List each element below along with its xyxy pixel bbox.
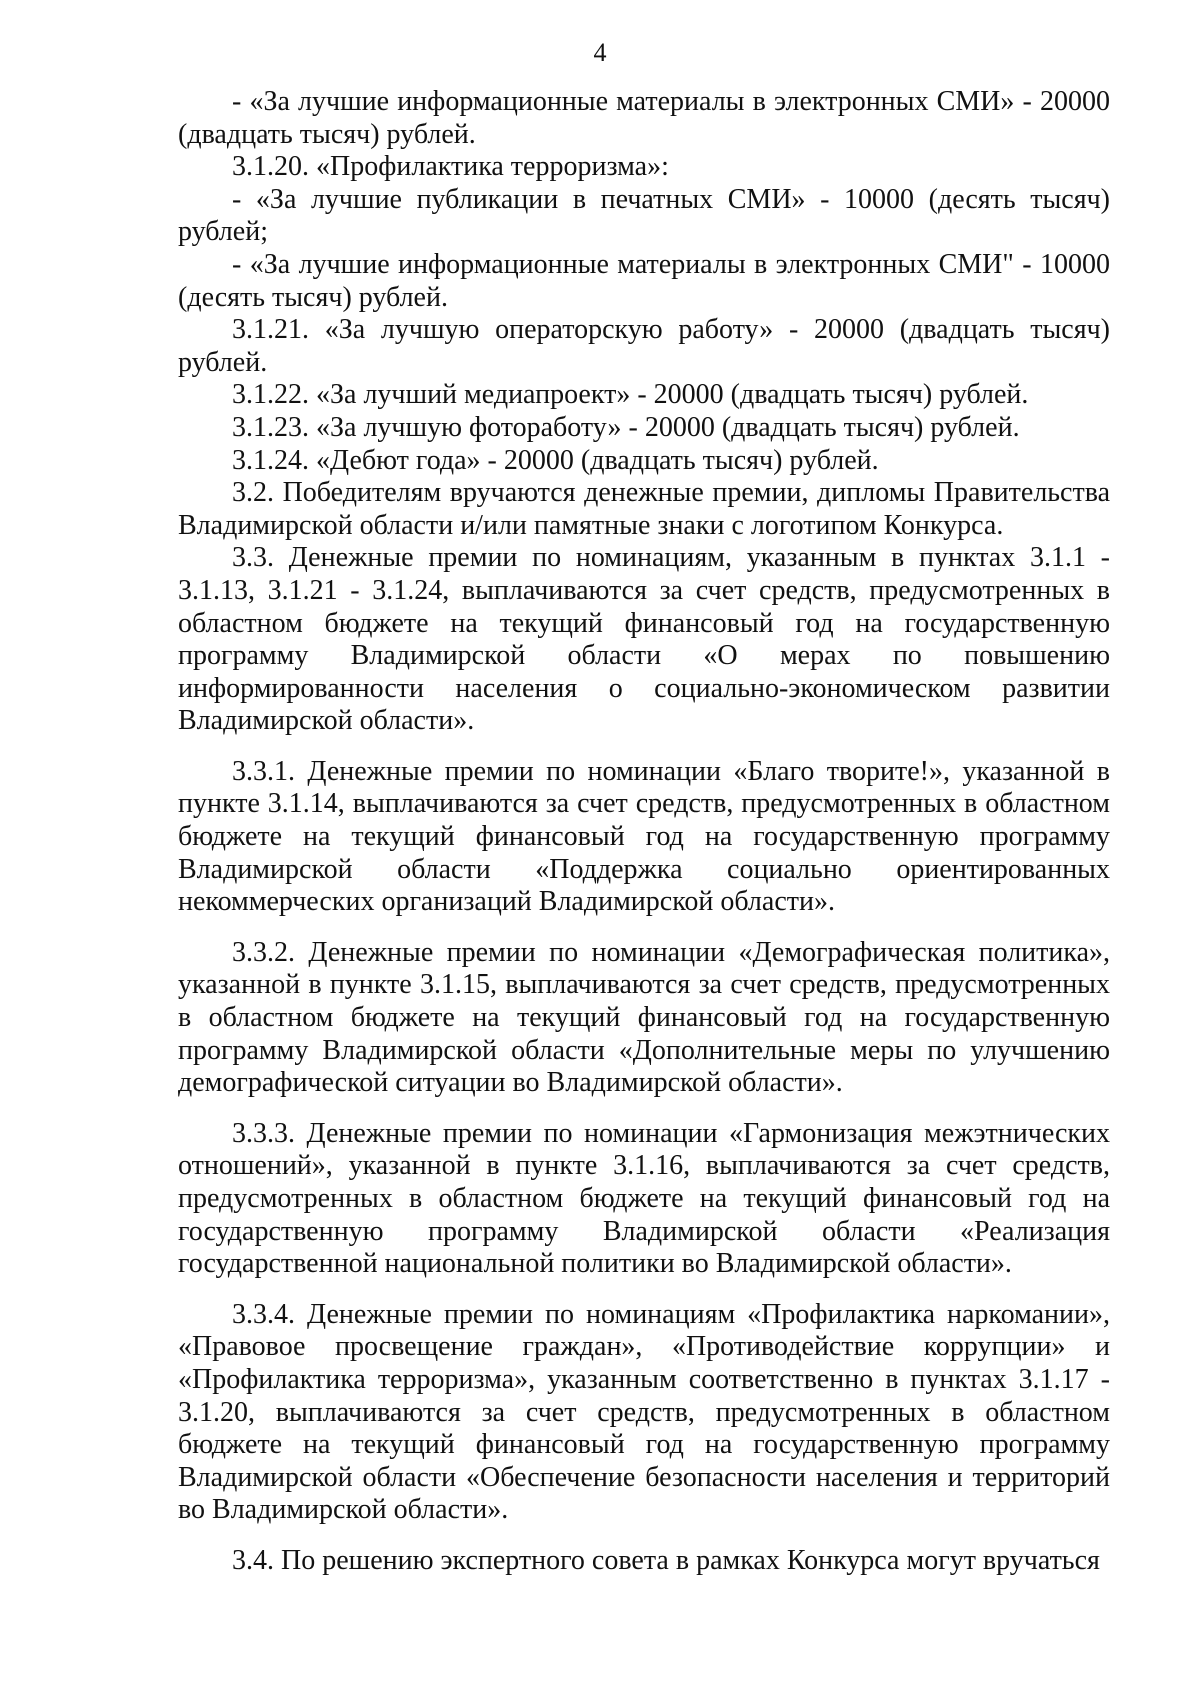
paragraph-3-1-23: 3.1.23. «За лучшую фотоработу» - 20000 (двадцать тысяч) рублей. [232, 411, 1020, 443]
paragraph-3-3-2: 3.3.2. Денежные премии по номинации «Демографическая политика», указанной в пункте 3.1.15, выплачиваются за счет средств, предусмотренных в областном бюджете на текущий финансовый год на государственную программу Владимирской области «Дополнительные меры по улучшению демографической ситуации во Владимирской области». [178, 936, 1110, 1099]
paragraph-print-media-10000: - «За лучшие публикации в печатных СМИ» - 10000 (десять тысяч) рублей; [178, 183, 1110, 248]
paragraph-3-4: 3.4. По решению экспертного совета в рамках Конкурса могут вручаться [232, 1544, 1100, 1576]
paragraph-electronic-media-10000: - «За лучшие информационные материалы в электронных СМИ" - 10000 (десять тысяч) рублей. [178, 248, 1110, 313]
paragraph-3-1-24: 3.1.24. «Дебют года» - 20000 (двадцать тысяч) рублей. [232, 444, 879, 476]
document-body [178, 86, 1110, 1578]
paragraph-electronic-media-20000: - «За лучшие информационные материалы в электронных СМИ» - 20000 (двадцать тысяч) рублей. [178, 86, 1110, 150]
paragraph-3-3-3: 3.3.3. Денежные премии по номинации «Гармонизация межэтнических отношений», указанной в пункте 3.1.16, выплачиваются за счет средств, предусмотренных в областном бюджете на текущий финансовый год на государственную программу Владимирской области «Реализация государственной национальной политики во Владимирской области». [178, 1117, 1110, 1280]
paragraph-3-1-21: 3.1.21. «За лучшую операторскую работу» - 20000 (двадцать тысяч) рублей. [178, 314, 1110, 378]
paragraph-3-3: 3.3. Денежные премии по номинациям, указанным в пунктах 3.1.1 - 3.1.13, 3.1.21 - 3.1.24, выплачиваются за счет средств, предусмотренных в областном бюджете на текущий финансовый год на государственную программу Владимирской области «О мерах по повышению информированности населения о социально-экономическом развитии Владимирской области». [178, 542, 1110, 737]
paragraph-3-3-4: 3.3.4. Денежные премии по номинациям «Профилактика наркомании», «Правовое просвещение граждан», «Противодействие коррупции» и «Профилактика терроризма», указанным соответственно в пунктах 3.1.17 - 3.1.20, выплачиваются за счет средств, предусмотренных в областном бюджете на текущий финансовый год на государственную программу Владимирской области «Обеспечение безопасности населения и территорий во Владимирской области». [178, 1298, 1110, 1526]
paragraph-3-2: 3.2. Победителям вручаются денежные премии, дипломы Правительства Владимирской области и/или памятные знаки с логотипом Конкурса. [178, 477, 1110, 541]
paragraph-3-1-22: 3.1.22. «За лучший медиапроект» - 20000 (двадцать тысяч) рублей. [232, 379, 1029, 411]
page-number: 4 [593, 38, 607, 67]
paragraph-3-1-20: 3.1.20. «Профилактика терроризма»: [232, 151, 669, 183]
paragraph-3-3-1: 3.3.1. Денежные премии по номинации «Благо творите!», указанной в пункте 3.1.14, выплачиваются за счет средств, предусмотренных в областном бюджете на текущий финансовый год на государственную программу Владимирской области «Поддержка социально ориентированных некоммерческих организаций Владимирской области». [178, 755, 1110, 918]
